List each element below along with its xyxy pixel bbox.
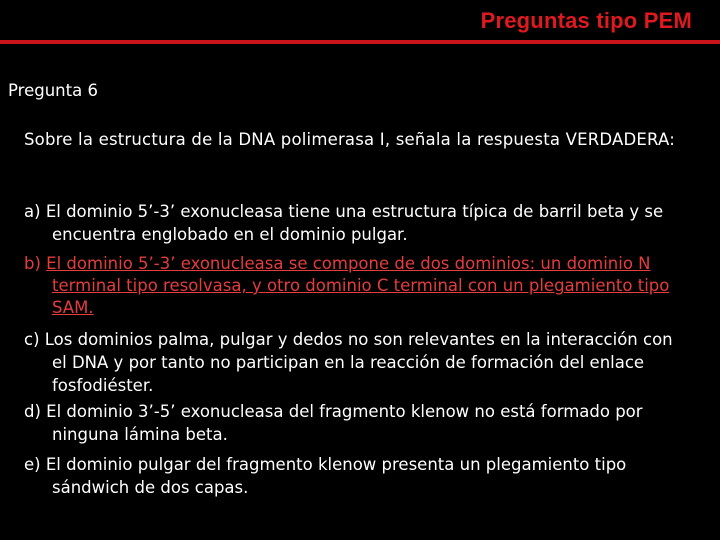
option-text: El dominio pulgar del fragmento klenow presenta un plegamiento tipo sándwich de dos capas. [45, 455, 627, 497]
option-letter: b) [24, 254, 41, 273]
slide-title: Preguntas tipo PEM [480, 8, 692, 33]
option-letter: a) [24, 202, 41, 221]
question-text: Sobre la estructura de la DNA polimerasa I, señala la respuesta VERDADERA: [24, 130, 675, 149]
option-letter: e) [24, 455, 41, 474]
title-divider [0, 40, 720, 44]
option-text: Los dominios palma, pulgar y dedos no son relevantes en la interacción con el DNA y por tanto no participan en la reacción de formación del enlace fosfodiéster. [44, 330, 673, 395]
question-number: Pregunta 6 [8, 81, 98, 100]
option-c [24, 328, 684, 397]
option-text: El dominio 5’-3’ exonucleasa tiene una estructura típica de barril beta y se encuentra englobado en el dominio pulgar. [45, 202, 664, 244]
option-letter: c) [24, 330, 40, 349]
option-b-correct [24, 253, 684, 319]
option-d [24, 400, 684, 446]
option-e [24, 453, 684, 499]
option-text: El dominio 5’-3’ exonucleasa se compone de dos dominios: un dominio N terminal tipo resolvasa, y otro dominio C terminal con un plegamiento tipo SAM. [46, 254, 670, 317]
option-a [24, 200, 684, 246]
option-letter: d) [24, 402, 41, 421]
option-text: El dominio 3’-5’ exonucleasa del fragmento klenow no está formado por ninguna lámina beta. [46, 402, 643, 444]
